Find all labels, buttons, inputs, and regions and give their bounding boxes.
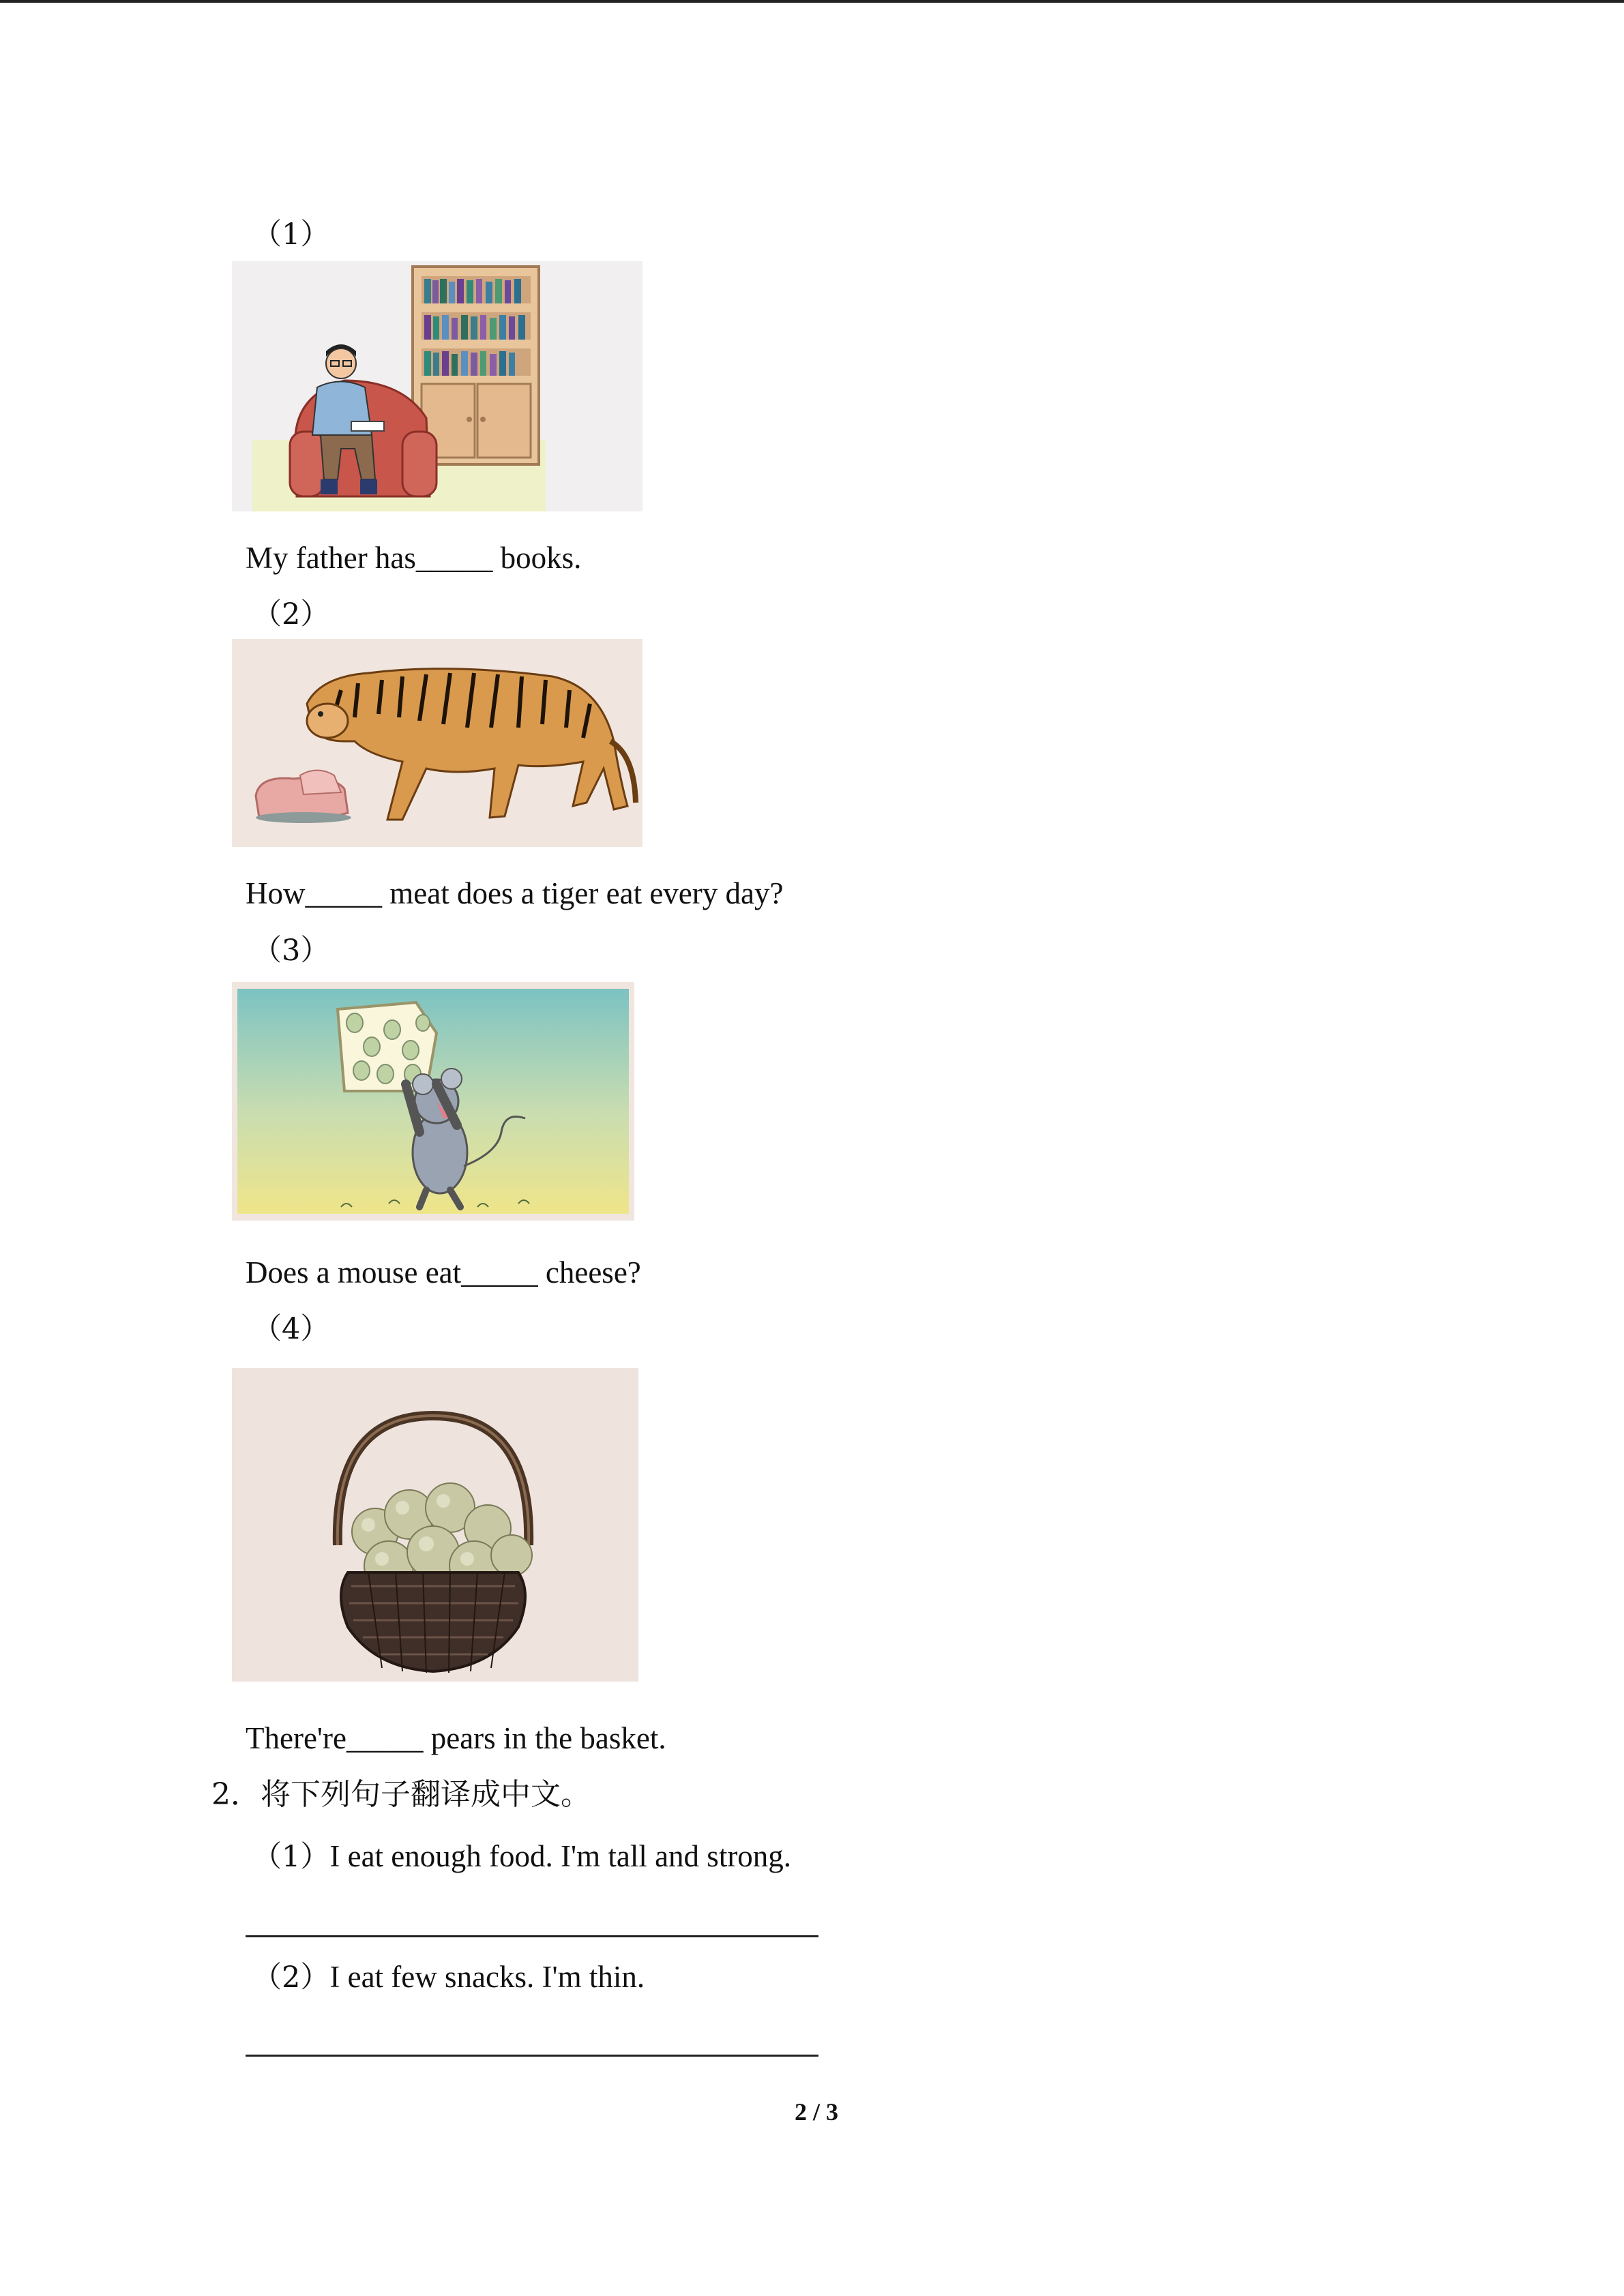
translation-item-1 (252, 1837, 791, 1876)
item-label-4: （4） (252, 1312, 330, 1346)
translation-label-1: （1） (252, 1840, 330, 1874)
pear-basket-picture (232, 1368, 638, 1682)
answer-line-1[interactable] (246, 1935, 818, 1937)
question-2-heading: 2．将下列句子翻译成中文。 (211, 1777, 591, 1812)
translation-item-2 (252, 1958, 645, 1997)
item-sentence-3: Does a mouse eat_____ cheese? (246, 1255, 641, 1289)
page-top-border (0, 0, 1624, 3)
item-label-1: （1） (252, 218, 330, 252)
item-sentence-2: How_____ meat does a tiger eat every day? (246, 876, 784, 910)
page-number: 2 / 3 (795, 2098, 839, 2126)
tiger-eating-meat-picture (232, 639, 643, 847)
item-label-3: （3） (252, 934, 330, 968)
mouse-with-cheese-picture (232, 982, 634, 1221)
item-sentence-1: My father has_____ books. (246, 541, 582, 575)
item-label-2: （2） (252, 597, 330, 631)
father-reading-picture (232, 261, 643, 511)
translation-sentence-1: I eat enough food. I'm tall and strong. (329, 1839, 792, 1873)
answer-line-2[interactable] (246, 2055, 818, 2057)
item-sentence-4: There're_____ pears in the basket. (246, 1721, 666, 1755)
translation-sentence-2: I eat few snacks. I'm thin. (329, 1960, 645, 1994)
translation-label-2: （2） (252, 1960, 330, 1995)
